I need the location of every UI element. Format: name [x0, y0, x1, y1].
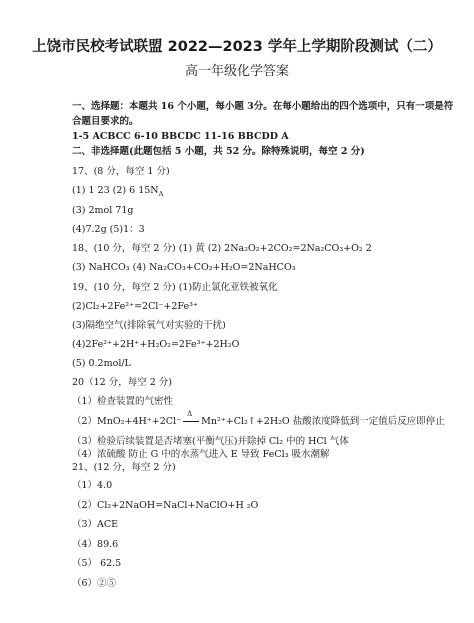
q21-line1: （1）4.0	[72, 480, 113, 491]
q20-line4: （4）浓硫酸 防止 G 中的水蒸气进入 E 导致 FeCl₃ 吸水潮解	[72, 449, 330, 460]
q19-line2: (2)Cl₂+2Fe²⁺=2Cl⁻+2Fe³⁺	[72, 301, 198, 312]
page-title: 上饶市民校考试联盟 2022—2023 学年上学期阶段测试（二）	[32, 39, 442, 55]
q17-line2: (3) 2mol 71g	[72, 205, 134, 216]
q20-line2-reactants: （2）MnO₂+4H⁺+2Cl⁻	[72, 416, 182, 427]
page-subtitle: 高一年级化学答案	[184, 64, 289, 79]
q18-line2: (3) NaHCO₃ (4) Na₂CO₃+CO₂+H₂O=2NaHCO₃	[72, 262, 296, 273]
q21-line4: （4）89.6	[72, 539, 119, 550]
q17-line1-text: (1) 1 23 (2) 6 15N	[72, 185, 159, 196]
q19-line5: (5) 0.2mol/L	[72, 358, 131, 369]
q17-heading: 17、(8 分，每空 1 分)	[72, 166, 170, 177]
part2-heading: 二、非选择题(此题包括 5 小题，共 52 分。除特殊说明，每空 2 分)	[72, 146, 365, 157]
q20-line1: （1）检查装置的气密性	[72, 396, 174, 407]
q17-line3: (4)7.2g (5)1：3	[72, 224, 145, 235]
q21-line3: （3）ACE	[72, 519, 119, 530]
q17-line1-subscript: A	[158, 189, 164, 198]
q20-line2	[72, 410, 445, 428]
q19-heading: 19、(10 分，每空 2 分) (1)防止氯化亚铁被氧化	[72, 282, 278, 293]
part1-heading-line1: 一、选择题：本题共 16 个小题，每小题 3分。在每小题给出的四个选项中，只有一项是符	[72, 101, 454, 112]
part1-answers: 1-5 ACBCC 6-10 BBCDC 11-16 BBCDD A	[72, 131, 289, 142]
q20-heating-symbol: Δ	[187, 410, 193, 418]
q19-line3: (3)隔绝空气(排除氧气对实验的干扰)	[72, 320, 226, 331]
q18-line1: 18、(10 分，每空 2 分) (1) 黄 (2) 2Na₂O₂+2CO₂=2Na₂CO₃+O₂ 2	[72, 243, 372, 254]
q20-heating-arrow	[183, 410, 199, 428]
q19-line4: (4)2Fe²⁺+2H⁺+H₂O₂=2Fe³⁺+2H₂O	[72, 339, 240, 350]
q21-line5: （5） 62.5	[72, 558, 122, 569]
q17-line1	[72, 185, 163, 197]
q20-line2-products: Mn²⁺+Cl₂↑+2H₂O 盐酸浓度降低到一定值后反应即停止	[201, 416, 445, 427]
q21-line2: （2）Cl₂+2NaOH=NaCl+NaClO+H ₂O	[72, 500, 259, 511]
q21-heading: 21、(12 分，每空 2 分)	[72, 462, 176, 473]
q20-heading: 20（12 分，每空 2 分)	[72, 377, 172, 388]
q20-line3: （3）检验后续装置是否堵塞(平衡气压)并除掉 Cl₂ 中的 HCl 气体	[72, 436, 349, 447]
q21-line6: （6）②⑤	[72, 578, 117, 589]
part1-heading-line2: 合题目要求的。	[72, 116, 139, 127]
